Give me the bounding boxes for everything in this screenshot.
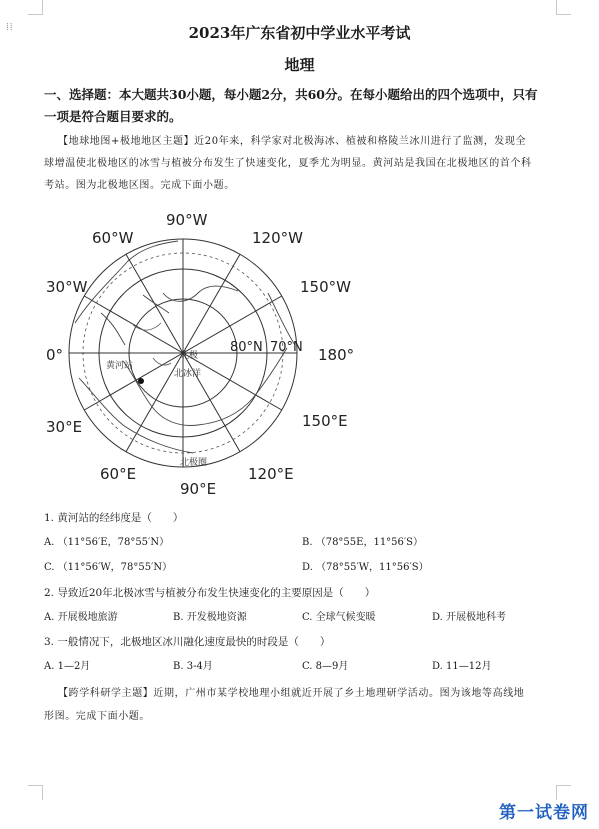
question-3-option-a: A. 1—2月: [44, 661, 91, 672]
label-30e: 30°E: [46, 418, 83, 436]
question-1-option-a: A. （11°56′E，78°55′N）: [44, 537, 170, 548]
question-1-stem: 1. 黄河站的经纬度是（ ）: [44, 512, 184, 524]
question-2-option-c: C. 全球气候变暖: [302, 612, 376, 623]
label-huanghe-station: 黄河站: [106, 361, 134, 371]
passage1-line2: 球增温使北极地区的冰雪与植被分布发生了快速变化，夏季尤为明显。黄河站是我国在北极地区的首个科: [44, 158, 532, 169]
crop-mark-top-left: [28, 0, 43, 15]
label-90e: 90°E: [180, 480, 217, 498]
passage2-line1: 【跨学科研学主题】近期，广州市某学校地理小组就近开展了乡土地理研学活动。图为该地等高线地: [58, 688, 525, 699]
section-heading-line2: 一项是符合题目要求的。: [44, 109, 182, 124]
label-80n: 80°N: [230, 340, 263, 355]
coastline-north: [75, 241, 238, 345]
question-1-option-d: D. （78°55′W，11°56′S）: [302, 562, 429, 573]
question-1-option-b: B. （78°55E，11°56′S）: [302, 537, 424, 548]
passage2-line2: 形图。完成下面小题。: [44, 711, 150, 722]
huanghe-station-marker: [138, 378, 144, 384]
question-2-stem: 2. 导致近20年北极冰雪与植被分布发生快速变化的主要原因是（ ）: [44, 587, 376, 599]
passage1-line1: 【地球地图+极地地区主题】近20年来，科学家对北极海冰、植被和格陵兰冰川进行了监测，发现全: [58, 136, 527, 147]
question-3-option-d: D. 11—12月: [432, 661, 492, 672]
site-watermark-logo: 第一试卷网: [499, 803, 589, 823]
question-1-option-c: C. （11°56′W，78°55′N）: [44, 562, 173, 573]
question-3-stem: 3. 一般情况下，北极地区冰川融化速度最快的时段是（ ）: [44, 636, 331, 648]
crop-mark-bottom-left: [28, 785, 43, 800]
label-90w: 90°W: [166, 211, 208, 229]
label-0deg: 0°: [46, 346, 64, 364]
label-arctic-ocean: 北冰洋: [174, 369, 202, 379]
label-120w: 120°W: [252, 229, 303, 247]
passage1-line3: 考站。图为北极地区图。完成下面小题。: [44, 180, 235, 191]
coastline-islands: [133, 323, 171, 365]
question-2-option-d: D. 开展极地科考: [432, 612, 507, 623]
section-heading-line1: 一、选择题：本大题共30小题，每小题2分，共60分。在每小题给出的四个选项中，只有: [44, 87, 538, 102]
question-3-option-c: C. 8—9月: [302, 661, 349, 672]
label-150e: 150°E: [302, 412, 348, 430]
question-3-option-b: B. 3-4月: [173, 661, 213, 672]
label-60e: 60°E: [100, 465, 137, 483]
label-180deg: 180°: [318, 346, 355, 364]
subject-title: 地理: [284, 56, 315, 74]
label-arctic-circle: 北极圈: [180, 458, 208, 468]
question-2-option-b: B. 开发极地资源: [173, 612, 247, 623]
question-2-option-a: A. 开展极地旅游: [44, 612, 118, 623]
label-30w: 30°W: [46, 278, 88, 296]
label-150w: 150°W: [300, 278, 351, 296]
label-60w: 60°W: [92, 229, 134, 247]
label-north-pole: 北极: [180, 351, 199, 361]
drag-handle-icon[interactable]: ⁞⁞: [6, 22, 14, 33]
crop-mark-top-right: [556, 0, 571, 15]
label-70n: 70°N: [270, 340, 303, 355]
page-title: 2023年广东省初中学业水平考试: [188, 24, 411, 42]
label-120e: 120°E: [248, 465, 294, 483]
